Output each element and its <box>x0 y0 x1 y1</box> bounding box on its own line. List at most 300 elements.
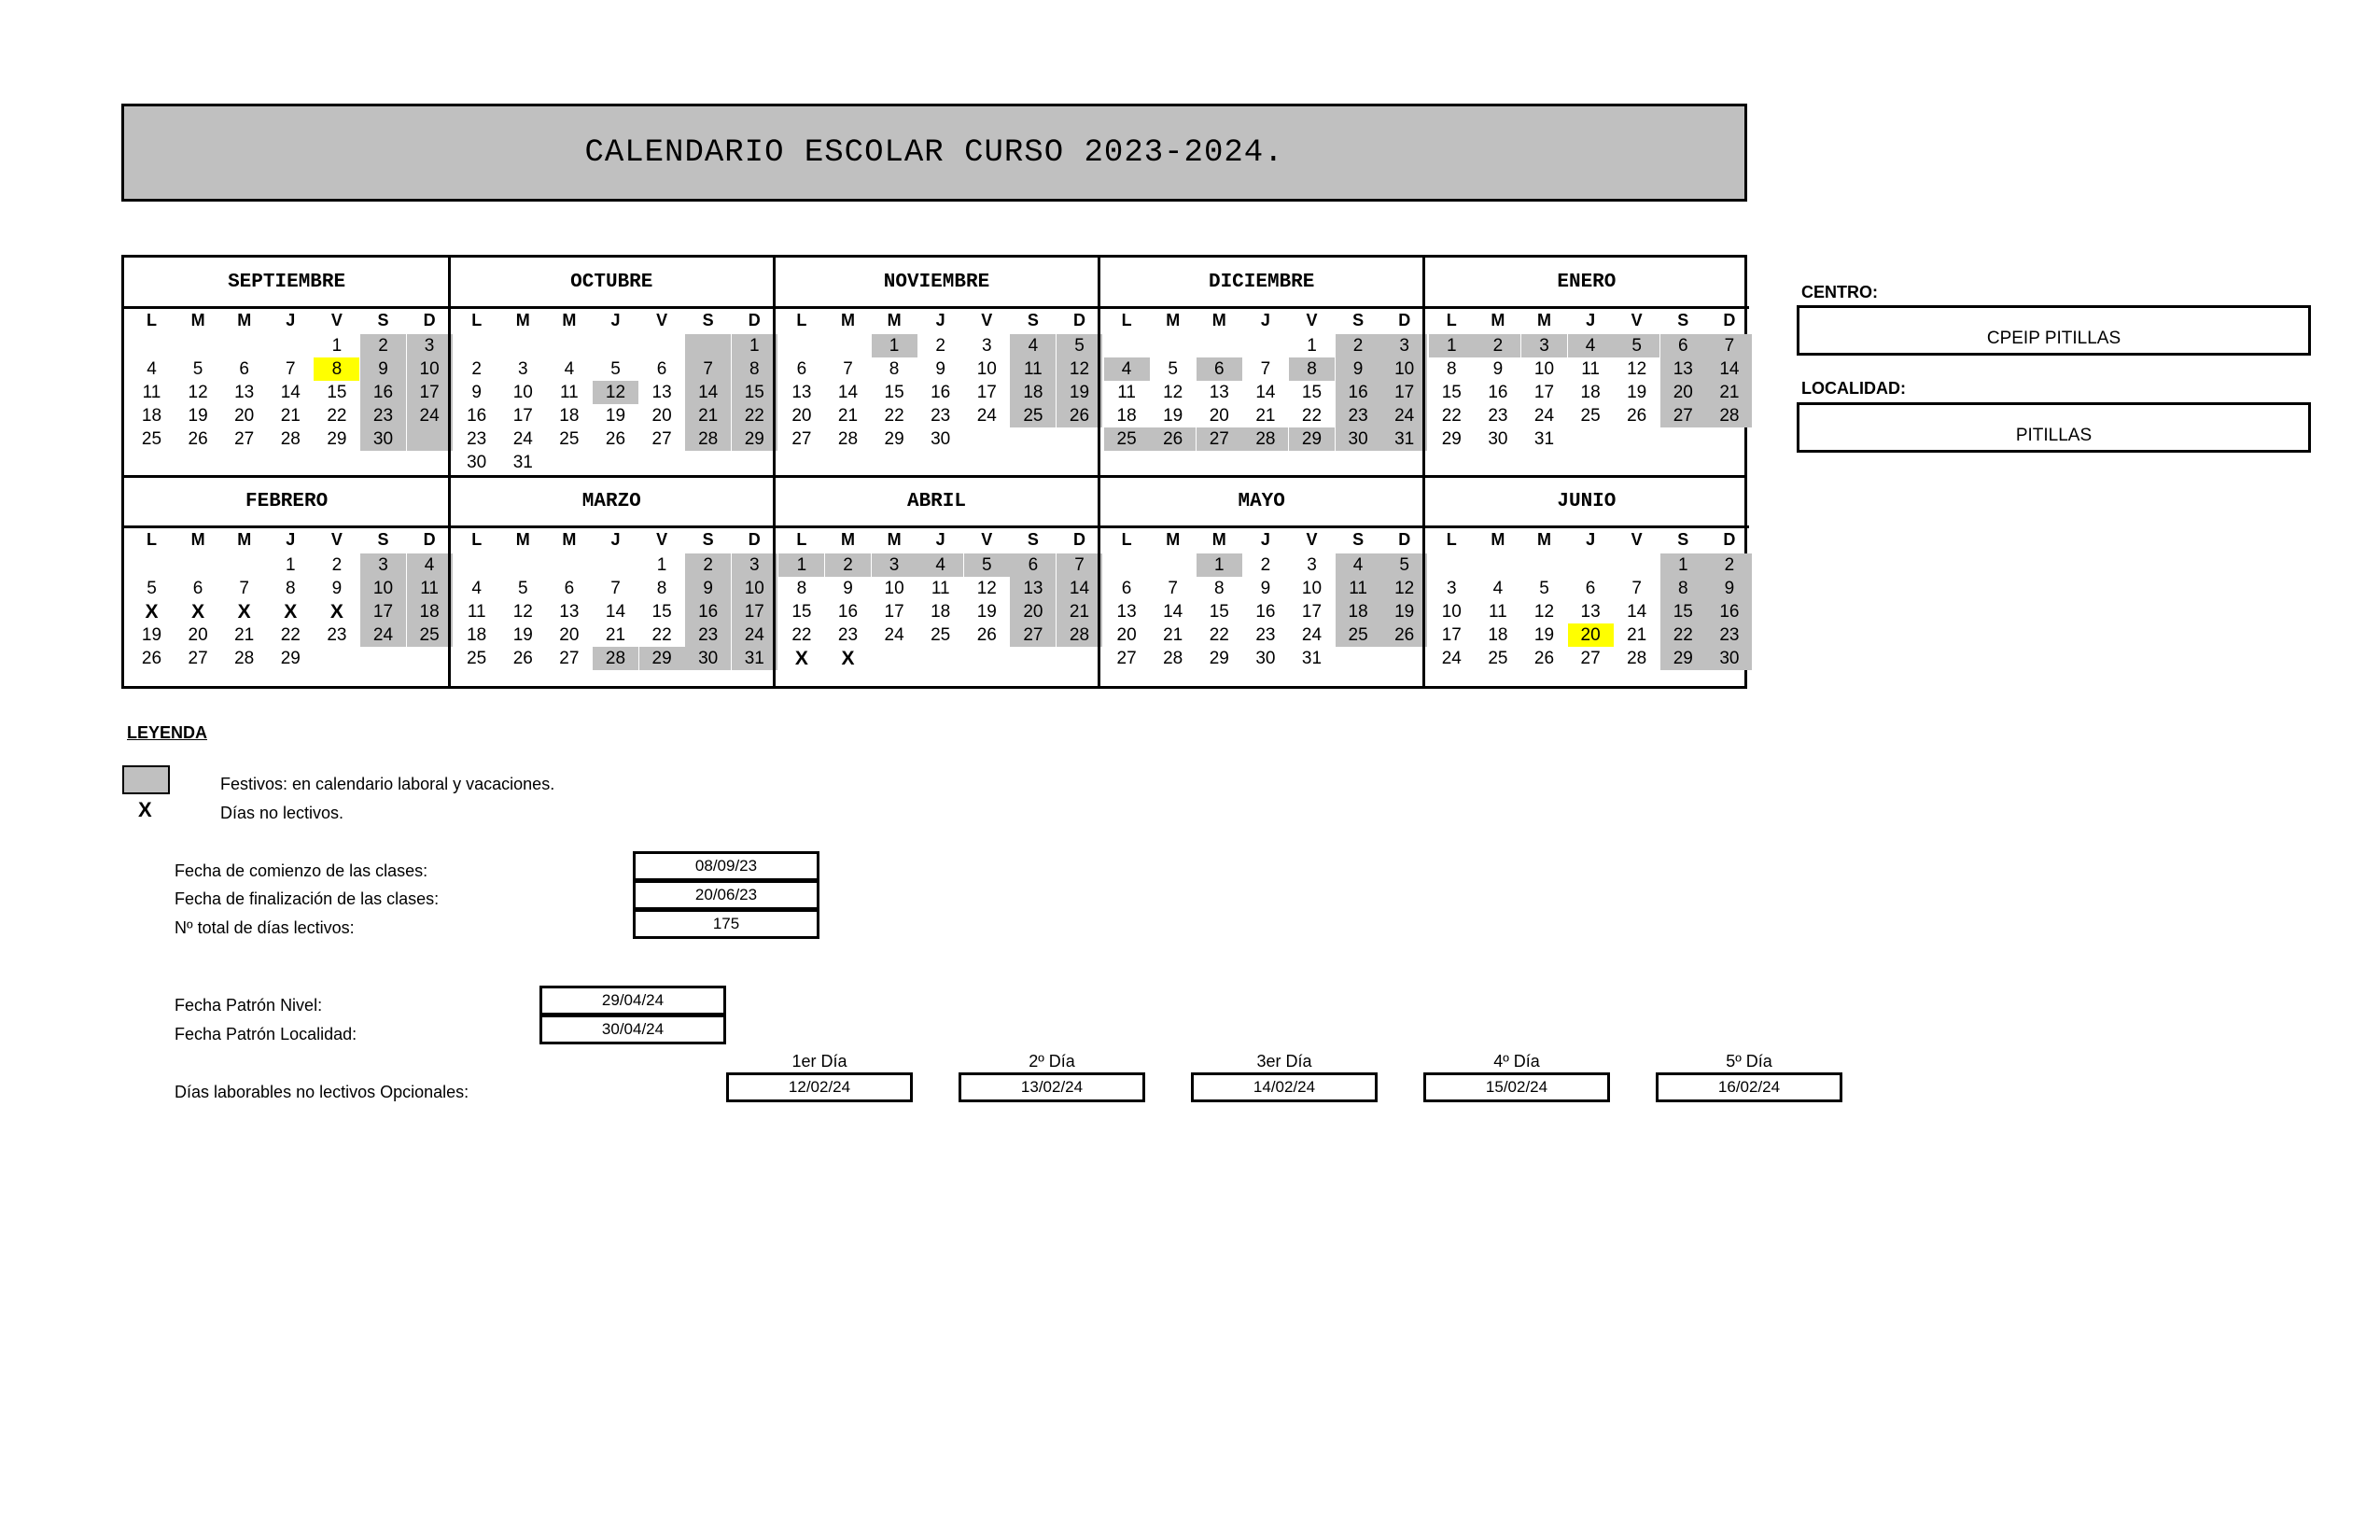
day-cell: 9 <box>1492 358 1504 379</box>
day-cell: 22 <box>1660 623 1706 647</box>
day-cell: 31 <box>732 647 777 670</box>
day-cell: 2 <box>1706 553 1752 577</box>
day-cell: 20 <box>791 405 812 426</box>
day-cell: 28 <box>1163 648 1183 668</box>
day-cell: 18 <box>559 405 580 426</box>
day-cell: 24 <box>732 623 777 647</box>
day-cell: 4 <box>1104 357 1150 381</box>
day-cell: 12 <box>188 382 208 402</box>
day-cell: 26 <box>188 428 208 449</box>
day-cell <box>1104 553 1150 577</box>
legend-no-lectivos-text: Días no lectivos. <box>220 804 344 822</box>
opcional-day-4-value: 15/02/24 <box>1423 1072 1610 1102</box>
day-cell: 20 <box>1209 405 1229 426</box>
day-cell: 13 <box>234 382 255 402</box>
day-cell: 23 <box>360 404 406 427</box>
day-cell: 10 <box>1301 578 1323 598</box>
day-cell: 10 <box>1381 357 1427 381</box>
day-cell: 15 <box>1660 600 1706 623</box>
day-cell: 4 <box>407 553 453 577</box>
calendar-grid <box>121 255 1747 689</box>
weekday-header: S <box>377 530 389 549</box>
day-cell: 19 <box>1057 381 1102 404</box>
day-cell: 11 <box>1489 601 1507 622</box>
day-cell: 8 <box>656 578 667 598</box>
day-cell: 17 <box>732 600 777 623</box>
day-cell <box>1010 647 1056 670</box>
day-cell <box>1010 427 1056 451</box>
day-cell: 25 <box>559 428 580 449</box>
day-cell: 6 <box>796 358 807 379</box>
weekday-header: M <box>840 311 855 329</box>
day-cell: 7 <box>843 358 853 379</box>
day-cell <box>1150 334 1196 357</box>
day-cell <box>1381 647 1427 670</box>
day-cell: 16 <box>1336 381 1381 404</box>
day-cell: 15 <box>651 601 672 622</box>
day-cell: 14 <box>1163 601 1183 622</box>
weekday-header: V <box>1306 530 1318 549</box>
day-cell: 24 <box>1301 624 1323 645</box>
day-cell: 23 <box>327 624 347 645</box>
patron-nivel-value: 29/04/24 <box>539 986 726 1015</box>
day-cell: 1 <box>872 334 917 357</box>
day-cell: 14 <box>1255 382 1276 402</box>
day-cell: 28 <box>1627 648 1647 668</box>
weekday-header: S <box>1352 311 1365 329</box>
day-cell: 20 <box>1568 623 1614 647</box>
day-cell: 28 <box>280 428 301 449</box>
day-cell: 22 <box>651 624 672 645</box>
weekday-header: M <box>237 530 252 549</box>
weekday-header: L <box>1446 530 1457 549</box>
localidad-label: LOCALIDAD: <box>1801 379 1906 398</box>
day-cell: 28 <box>685 427 731 451</box>
day-cell: 18 <box>931 601 951 622</box>
day-cell: 10 <box>1441 601 1462 622</box>
day-cell: 6 <box>656 358 667 379</box>
day-cell: 9 <box>360 357 406 381</box>
day-cell: 10 <box>976 358 997 379</box>
day-cell: 22 <box>1209 624 1229 645</box>
day-cell: 13 <box>559 601 580 622</box>
day-cell: 12 <box>1533 601 1555 622</box>
month-junio <box>1424 477 1749 686</box>
day-cell: 11 <box>467 601 486 622</box>
day-cell <box>1568 427 1614 451</box>
day-cell: 12 <box>1163 382 1183 402</box>
weekday-header: S <box>1027 530 1039 549</box>
day-cell: 22 <box>327 405 347 426</box>
weekday-header: V <box>1306 311 1318 329</box>
day-cell: 6 <box>192 578 203 598</box>
patron-localidad-label: Fecha Patrón Localidad: <box>175 1025 357 1043</box>
weekday-header: L <box>147 311 157 329</box>
day-cell: 30 <box>467 452 487 472</box>
day-cell: 21 <box>1706 381 1752 404</box>
weekday-header: M <box>1491 311 1505 329</box>
day-cell: 3 <box>732 553 777 577</box>
day-cell: 11 <box>1010 357 1056 381</box>
weekday-header: M <box>562 311 577 329</box>
day-cell: 12 <box>593 381 638 404</box>
day-cell <box>500 334 546 357</box>
day-cell: 25 <box>407 623 453 647</box>
opcional-day-2-label: 2º Día <box>1029 1052 1075 1071</box>
comienzo-label: Fecha de comienzo de las clases: <box>175 861 428 880</box>
weekday-header: D <box>423 311 436 329</box>
day-cell: 8 <box>889 358 900 379</box>
day-cell: 25 <box>467 648 487 668</box>
weekday-header: M <box>515 530 530 549</box>
day-cell <box>1660 427 1706 451</box>
day-cell: 30 <box>1255 648 1276 668</box>
month-name: NOVIEMBRE <box>883 271 990 293</box>
day-cell: 4 <box>1010 334 1056 357</box>
day-cell: 2 <box>935 335 945 356</box>
weekday-header: M <box>190 530 205 549</box>
day-cell: 29 <box>1660 647 1706 670</box>
weekday-header: S <box>1677 311 1689 329</box>
day-cell: 26 <box>141 648 162 668</box>
day-cell: 17 <box>884 601 904 622</box>
day-cell: 30 <box>1336 427 1381 451</box>
day-cell: 18 <box>141 405 162 426</box>
day-cell <box>407 427 453 451</box>
localidad-field: PITILLAS <box>1797 402 2311 453</box>
day-cell <box>129 553 175 577</box>
day-cell: 29 <box>732 427 777 451</box>
day-cell: 1 <box>286 554 296 575</box>
day-cell: 15 <box>327 382 347 402</box>
weekday-header: D <box>1072 311 1085 329</box>
day-cell <box>825 334 871 357</box>
day-cell: 1 <box>1307 335 1317 356</box>
day-cell: 20 <box>234 405 255 426</box>
day-cell: 5 <box>147 578 157 598</box>
weekday-header: M <box>887 530 902 549</box>
day-cell: 26 <box>1150 427 1196 451</box>
day-cell: 27 <box>1660 404 1706 427</box>
day-cell: 2 <box>1475 334 1520 357</box>
day-cell: 6 <box>1660 334 1706 357</box>
day-cell: 29 <box>280 648 301 668</box>
day-cell <box>175 553 221 577</box>
weekday-header: D <box>1072 530 1085 549</box>
opcional-day-4-label: 4º Día <box>1493 1052 1540 1071</box>
weekday-header: M <box>562 530 577 549</box>
weekday-header: V <box>981 311 993 329</box>
day-cell: 3 <box>1381 334 1427 357</box>
day-cell: 19 <box>1533 624 1555 645</box>
patron-nivel-label: Fecha Patrón Nivel: <box>175 996 323 1015</box>
day-cell: 23 <box>837 624 859 645</box>
fin-label: Fecha de finalización de las clases: <box>175 889 440 908</box>
opcional-day-3-label: 3er Día <box>1256 1052 1312 1071</box>
day-cell: 11 <box>1336 577 1381 600</box>
day-cell: 2 <box>685 553 731 577</box>
day-cell: 8 <box>1289 357 1335 381</box>
day-cell: 28 <box>1706 404 1752 427</box>
day-cell: 16 <box>467 405 487 426</box>
day-cell: 14 <box>280 382 301 402</box>
day-cell: 26 <box>512 648 533 668</box>
weekday-header: V <box>981 530 993 549</box>
day-cell: 12 <box>1627 358 1647 379</box>
day-cell: 24 <box>1441 648 1462 668</box>
day-cell: 5 <box>192 358 203 379</box>
day-cell: 29 <box>884 428 904 449</box>
day-cell: 13 <box>651 382 672 402</box>
day-cell: 9 <box>935 358 945 379</box>
day-cell: 2 <box>1260 554 1271 575</box>
day-cell: 3 <box>872 553 917 577</box>
day-cell: 4 <box>1492 578 1504 598</box>
day-cell: 30 <box>931 428 951 449</box>
day-cell <box>593 334 638 357</box>
day-cell: 14 <box>685 381 731 404</box>
day-cell: 25 <box>1336 623 1381 647</box>
day-cell <box>500 553 546 577</box>
day-cell: 5 <box>1381 553 1427 577</box>
day-cell: 9 <box>1336 357 1381 381</box>
legend-x-symbol: X <box>138 798 152 821</box>
day-cell: 8 <box>1213 578 1225 598</box>
day-cell: 21 <box>1255 405 1276 426</box>
day-cell: 20 <box>188 624 208 645</box>
day-cell: 7 <box>1057 553 1102 577</box>
day-cell: 14 <box>605 601 626 622</box>
day-cell: 26 <box>1627 405 1647 426</box>
no-lectivo-mark: X <box>284 600 298 623</box>
day-cell: 22 <box>884 405 904 426</box>
day-cell: 5 <box>964 553 1010 577</box>
day-cell: 16 <box>931 382 951 402</box>
day-cell: 30 <box>1706 647 1752 670</box>
day-cell: 4 <box>471 578 482 598</box>
day-cell <box>268 334 314 357</box>
day-cell: 25 <box>1104 427 1150 451</box>
day-cell: 16 <box>1706 600 1752 623</box>
month-name: MARZO <box>581 490 641 512</box>
day-cell: 2 <box>360 334 406 357</box>
day-cell: 10 <box>1533 358 1555 379</box>
no-lectivo-mark: X <box>841 647 855 669</box>
day-cell: 19 <box>512 624 533 645</box>
weekday-header: M <box>1166 530 1181 549</box>
weekday-header: V <box>330 530 343 549</box>
day-cell: 20 <box>1660 381 1706 404</box>
day-cell: 7 <box>1631 578 1642 598</box>
day-cell: 13 <box>1010 577 1056 600</box>
day-cell: 11 <box>142 382 161 402</box>
day-cell: 29 <box>1441 428 1462 449</box>
total-label: Nº total de días lectivos: <box>175 918 355 937</box>
centro-field: CPEIP PITILLAS <box>1797 305 2311 356</box>
day-cell: 10 <box>884 578 904 598</box>
weekday-header: D <box>1398 530 1411 549</box>
day-cell: 6 <box>1197 357 1242 381</box>
no-lectivo-mark: X <box>794 647 808 669</box>
weekday-header: M <box>1166 311 1181 329</box>
day-cell: 7 <box>1260 358 1271 379</box>
day-cell: 31 <box>1381 427 1427 451</box>
fin-value: 20/06/23 <box>633 880 819 910</box>
weekday-header: L <box>796 530 807 549</box>
day-cell <box>1197 334 1242 357</box>
day-cell: 30 <box>360 427 406 451</box>
day-cell: 1 <box>732 334 777 357</box>
legend-title: LEYENDA <box>127 723 208 742</box>
day-cell: 2 <box>331 554 343 575</box>
day-cell <box>1104 334 1150 357</box>
day-cell: 15 <box>884 382 904 402</box>
day-cell: 27 <box>1116 648 1137 668</box>
day-cell: 6 <box>239 358 249 379</box>
day-cell: 18 <box>1336 600 1381 623</box>
day-cell <box>546 334 592 357</box>
day-cell <box>1336 647 1381 670</box>
opcional-day-1-value: 12/02/24 <box>726 1072 913 1102</box>
day-cell: 5 <box>1539 578 1549 598</box>
day-cell: 20 <box>651 405 672 426</box>
weekday-header: M <box>1491 530 1505 549</box>
day-cell: 5 <box>610 358 621 379</box>
day-cell: 3 <box>517 358 528 379</box>
weekday-header: V <box>1631 530 1643 549</box>
day-cell <box>1568 553 1614 577</box>
month-abril <box>774 477 1099 686</box>
day-cell: 12 <box>976 578 997 598</box>
day-cell: 1 <box>1429 334 1475 357</box>
day-cell: 29 <box>639 647 685 670</box>
opcional-day-2-value: 13/02/24 <box>959 1072 1145 1102</box>
day-cell: 10 <box>360 577 406 600</box>
day-cell: 26 <box>1381 623 1427 647</box>
day-cell: 24 <box>512 428 533 449</box>
festivo-swatch <box>122 765 170 794</box>
day-cell <box>964 427 1010 451</box>
day-cell: 4 <box>1568 334 1614 357</box>
day-cell: 9 <box>685 577 731 600</box>
day-cell <box>872 647 917 670</box>
day-cell <box>454 334 499 357</box>
day-cell: 6 <box>1010 553 1056 577</box>
day-cell: 17 <box>1381 381 1427 404</box>
day-cell: 28 <box>837 428 859 449</box>
month-enero <box>1424 258 1749 477</box>
day-cell <box>1475 553 1520 577</box>
weekday-header: D <box>1723 311 1736 329</box>
day-cell: 30 <box>685 647 731 670</box>
day-cell: 8 <box>314 357 359 381</box>
opcional-day-3-value: 14/02/24 <box>1191 1072 1378 1102</box>
day-cell: 21 <box>605 624 626 645</box>
day-cell <box>1614 427 1659 451</box>
day-cell: 23 <box>1255 624 1276 645</box>
day-cell: 7 <box>1168 578 1178 598</box>
day-cell: 16 <box>1255 601 1276 622</box>
weekday-header: S <box>1027 311 1039 329</box>
month-noviembre <box>774 258 1099 477</box>
day-cell: 23 <box>931 405 951 426</box>
day-cell: 5 <box>1614 334 1659 357</box>
weekday-header: V <box>656 311 668 329</box>
day-cell: 17 <box>1441 624 1462 645</box>
day-cell <box>685 334 731 357</box>
day-cell: 28 <box>1242 427 1288 451</box>
weekday-header: V <box>1631 311 1643 329</box>
opcional-day-5-label: 5º Día <box>1726 1052 1772 1071</box>
day-cell: 3 <box>1447 578 1457 598</box>
day-cell: 17 <box>1301 601 1323 622</box>
page-title: CALENDARIO ESCOLAR CURSO 2023-2024. <box>121 104 1747 202</box>
weekday-header: V <box>656 530 668 549</box>
legend-festivos-text: Festivos: en calendario laboral y vacaciones. <box>220 775 555 793</box>
month-name: MAYO <box>1238 490 1285 512</box>
day-cell: 29 <box>327 428 347 449</box>
day-cell: 12 <box>1381 577 1427 600</box>
day-cell: 21 <box>1627 624 1647 645</box>
day-cell: 14 <box>1057 577 1102 600</box>
weekday-header: S <box>702 311 714 329</box>
day-cell <box>1429 553 1475 577</box>
day-cell <box>360 647 406 670</box>
day-cell <box>1242 334 1288 357</box>
day-cell: 3 <box>1307 554 1317 575</box>
day-cell: 5 <box>1168 358 1178 379</box>
day-cell <box>221 553 267 577</box>
day-cell: 27 <box>559 648 580 668</box>
weekday-header: J <box>286 530 296 549</box>
day-cell: 17 <box>407 381 453 404</box>
day-cell: 11 <box>1581 358 1600 379</box>
day-cell: 20 <box>1116 624 1137 645</box>
day-cell: 19 <box>1163 405 1183 426</box>
no-lectivo-mark: X <box>145 600 159 623</box>
day-cell: 25 <box>1010 404 1056 427</box>
day-cell: 7 <box>685 357 731 381</box>
month-mayo <box>1099 477 1424 686</box>
day-cell: 24 <box>360 623 406 647</box>
day-cell: 6 <box>564 578 575 598</box>
day-cell: 3 <box>360 553 406 577</box>
day-cell <box>454 553 499 577</box>
day-cell: 15 <box>732 381 777 404</box>
day-cell: 2 <box>1336 334 1381 357</box>
weekday-header: J <box>610 311 621 329</box>
day-cell: 23 <box>1706 623 1752 647</box>
comienzo-value: 08/09/23 <box>633 851 819 881</box>
day-cell <box>1614 553 1659 577</box>
day-cell: 28 <box>234 648 255 668</box>
day-cell: 15 <box>1209 601 1229 622</box>
day-cell: 8 <box>286 578 296 598</box>
day-cell: 5 <box>517 578 528 598</box>
weekday-header: M <box>887 311 902 329</box>
day-cell: 16 <box>685 600 731 623</box>
day-cell: 1 <box>1197 553 1242 577</box>
day-cell: 27 <box>188 648 208 668</box>
day-cell: 19 <box>188 405 208 426</box>
day-cell: 24 <box>1381 404 1427 427</box>
day-cell: 13 <box>1209 382 1229 402</box>
weekday-header: L <box>796 311 807 329</box>
day-cell: 27 <box>1010 623 1056 647</box>
day-cell: 9 <box>471 382 482 402</box>
day-cell: 25 <box>141 428 162 449</box>
day-cell: 27 <box>651 428 672 449</box>
